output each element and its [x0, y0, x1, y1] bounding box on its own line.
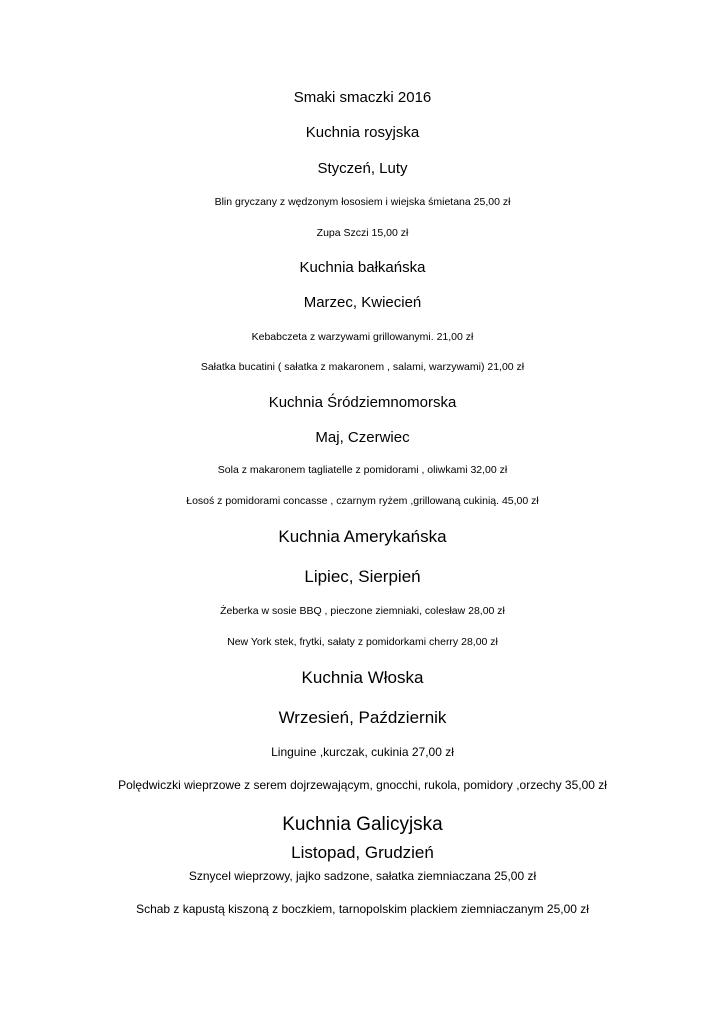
menu-item: Zupa Szczi 15,00 zł	[316, 227, 409, 239]
cuisine-heading-balkan: Kuchnia bałkańska	[299, 259, 426, 276]
cuisine-heading-american: Kuchnia Amerykańska	[278, 527, 447, 546]
menu-item: Sola z makaronem tagliatelle z pomidorami , oliwkami 32,00 zł	[217, 464, 508, 476]
menu-item: Kebabczeta z warzywami grillowanymi. 21,00 zł	[251, 331, 474, 343]
menu-item: New York stek, frytki, sałaty z pomidorkami cherry 28,00 zł	[227, 636, 498, 648]
cuisine-heading-russian: Kuchnia rosyjska	[305, 124, 420, 141]
cuisine-heading-mediterranean: Kuchnia Śródziemnomorska	[268, 394, 457, 411]
page-title: Smaki smaczki 2016	[293, 89, 432, 106]
cuisine-heading-italian: Kuchnia Włoska	[301, 668, 424, 687]
menu-item: Schab z kapustą kiszoną z boczkiem, tarnopolskim plackiem ziemniaczanym 25,00 zł	[136, 902, 589, 916]
months-heading-italian: Wrzesień, Październik	[278, 708, 447, 727]
months-heading-galician: Listopad, Grudzień	[291, 843, 434, 862]
months-heading-mediterranean: Maj, Czerwiec	[315, 429, 410, 446]
menu-item: Linguine ,kurczak, cukinia 27,00 zł	[271, 745, 454, 759]
menu-item: Polędwiczki wieprzowe z serem dojrzewającym, gnocchi, rukola, pomidory ,orzechy 35,00 zł	[118, 778, 607, 792]
months-heading-russian: Styczeń, Luty	[317, 160, 408, 177]
menu-item: Blin gryczany z wędzonym łososiem i wiejska śmietana 25,00 zł	[214, 196, 511, 208]
months-heading-american: Lipiec, Sierpień	[304, 567, 421, 586]
months-heading-balkan: Marzec, Kwiecień	[303, 294, 422, 311]
menu-item: Sznycel wieprzowy, jajko sadzone, sałatka ziemniaczana 25,00 zł	[188, 869, 537, 883]
menu-item: Żeberka w sosie BBQ , pieczone ziemniaki, colesław 28,00 zł	[220, 605, 505, 617]
menu-item: Łosoś z pomidorami concasse , czarnym ryżem ,grillowaną cukinią. 45,00 zł	[186, 495, 539, 507]
cuisine-heading-galician: Kuchnia Galicyjska	[282, 814, 443, 835]
menu-item: Sałatka bucatini ( sałatka z makaronem , salami, warzywami) 21,00 zł	[200, 361, 525, 373]
